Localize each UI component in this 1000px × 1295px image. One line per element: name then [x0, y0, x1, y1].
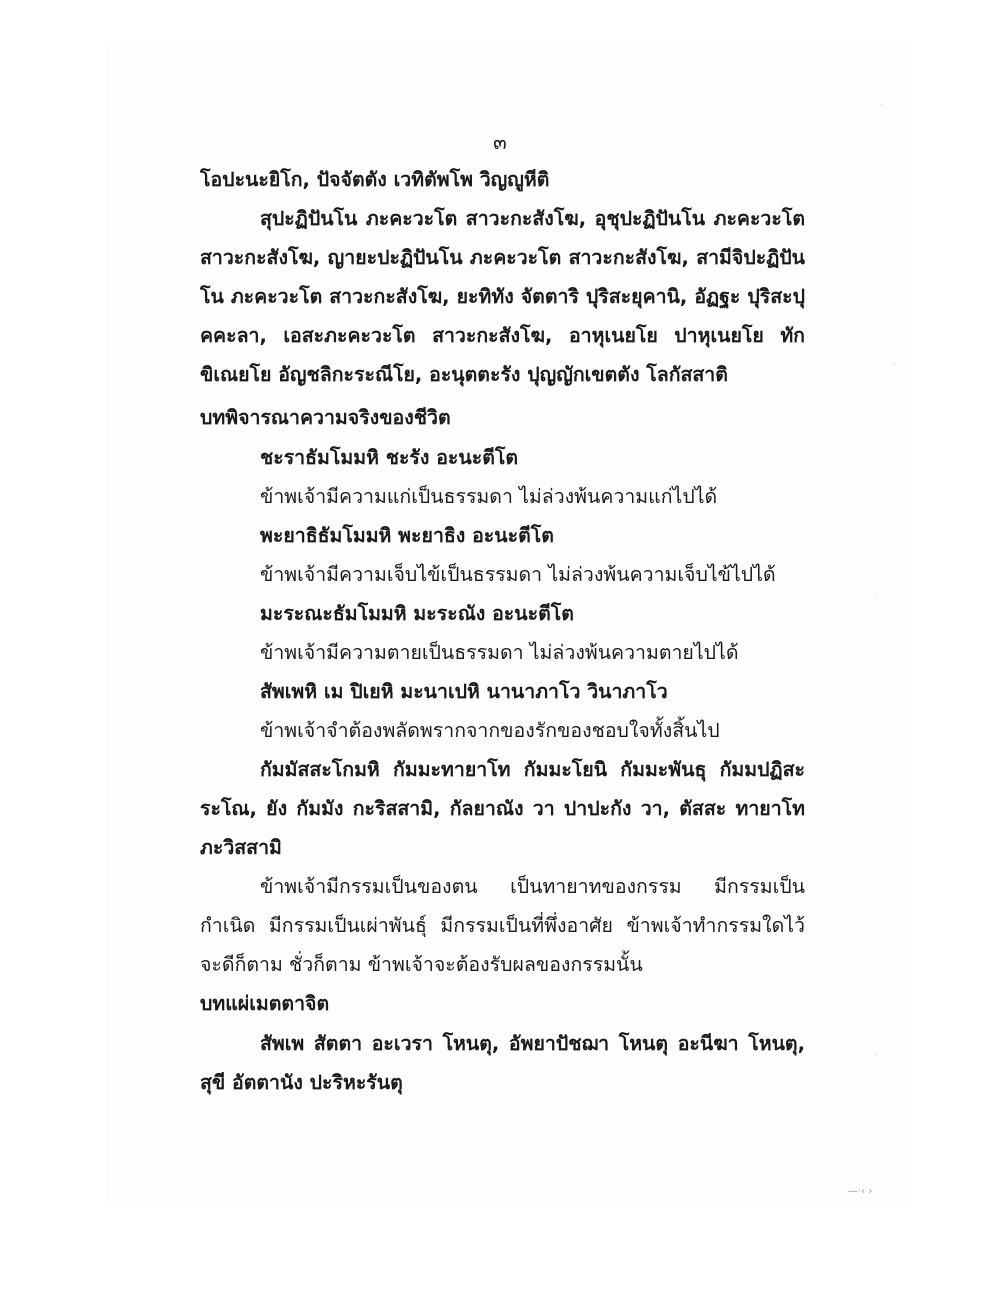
- scan-mark: ·: [875, 1050, 879, 1061]
- thai-line-separation: ข้าพเจ้าจำต้องพลัดพรากจากของรักของชอบใจทั้งสิ้นไป: [260, 719, 720, 742]
- scan-mark: ·: [892, 360, 896, 371]
- thai-line-aging: ข้าพเจ้ามีความแก่เป็นธรรมดา ไม่ล่วงพ้นความแก่ไปได้: [260, 485, 718, 508]
- kamma-thai: ข้าพเจ้ามีกรรมเป็นของตน เป็นทายาทของกรรม มีกรรมเป็นกำเนิด มีกรรมเป็นเผ่าพันธุ์ มีกรรมเป็นที่พึ่งอาศัย ข้าพเจ้าทำกรรมใดไว้ จะดีก็ตาม ชั่วก็ตาม ข้าพเจ้าจะต้องรับผลของกรรมนั้น: [200, 875, 805, 976]
- thai-line-death: ข้าพเจ้ามีความตายเป็นธรรมดา ไม่ล่วงพ้นความตายไปได้: [260, 641, 739, 664]
- scan-mark: ·: [875, 590, 879, 601]
- sangha-verse: สุปะฏิปันโน ภะคะวะโต สาวะกะสังโฆ, อุชุปะฏิปันโน ภะคะวะโต สาวะกะสังโฆ, ญายะปะฏิปันโน ภะคะวะโต สาวะกะสังโฆ, สามีจิปะฏิปันโน ภะคะวะโต สาวะกะสังโฆ, ยะทิทัง จัตตาริ ปุริสะยุคานิ, อัฏฐะ ปุริสะปุคคะลา, เอสะภะคะวะโต สาวะกะสังโฆ, อาหุเนยโย ปาหุเนยโย ทักขิเณยโย อัญชลิกะระณีโย, อะนุตตะรัง ปุญญักเขตตัง โลกัสสาติ: [200, 207, 805, 386]
- reflection-list: [200, 438, 805, 750]
- scan-mark: ·: [880, 100, 884, 111]
- document-body: [200, 160, 805, 1102]
- page-number: ๓: [493, 130, 507, 154]
- metta-verse: สัพเพ สัตตา อะเวรา โหนตุ, อัพยาปัชฌา โหนตุ อะนีฆา โหนตุ, สุขี อัตตานัง ปะริหะรันตุ: [200, 1032, 805, 1094]
- thai-line-sickness: ข้าพเจ้ามีความเจ็บไข้เป็นธรรมดา ไม่ล่วงพ้นความเจ็บไข้ไปได้: [260, 563, 776, 586]
- pali-line-sickness: พะยาธิธัมโมมหิ พะยาธิง อะนะตีโต: [260, 524, 554, 547]
- pali-line-aging: ชะราธัมโมมหิ ชะรัง อะนะตีโต: [260, 446, 518, 469]
- scan-mark: —·‹ ›: [848, 1186, 873, 1197]
- kamma-pali: กัมมัสสะโกมหิ กัมมะทายาโท กัมมะโยนิ กัมมะพันธุ กัมมปฏิสะระโณ, ยัง กัมมัง กะริสสามิ, กัลยาณัง วา ปาปะกัง วา, ตัสสะ ทายาโท ภะวิสสามิ: [200, 758, 805, 859]
- top-line: โอปะนะยิโก, ปัจจัตตัง เวทิตัพโพ วิญญูหีติ: [200, 168, 550, 191]
- section-heading-life-reflection: บทพิจารณาความจริงของชีวิต: [200, 406, 451, 429]
- pali-line-death: มะระณะธัมโมมหิ มะระณัง อะนะตีโต: [260, 602, 574, 625]
- section-heading-metta: บทแผ่เมตตาจิต: [200, 992, 330, 1015]
- pali-line-separation: สัพเพหิ เม ปิเยหิ มะนาเปหิ นานาภาโว วินาภาโว: [260, 680, 668, 703]
